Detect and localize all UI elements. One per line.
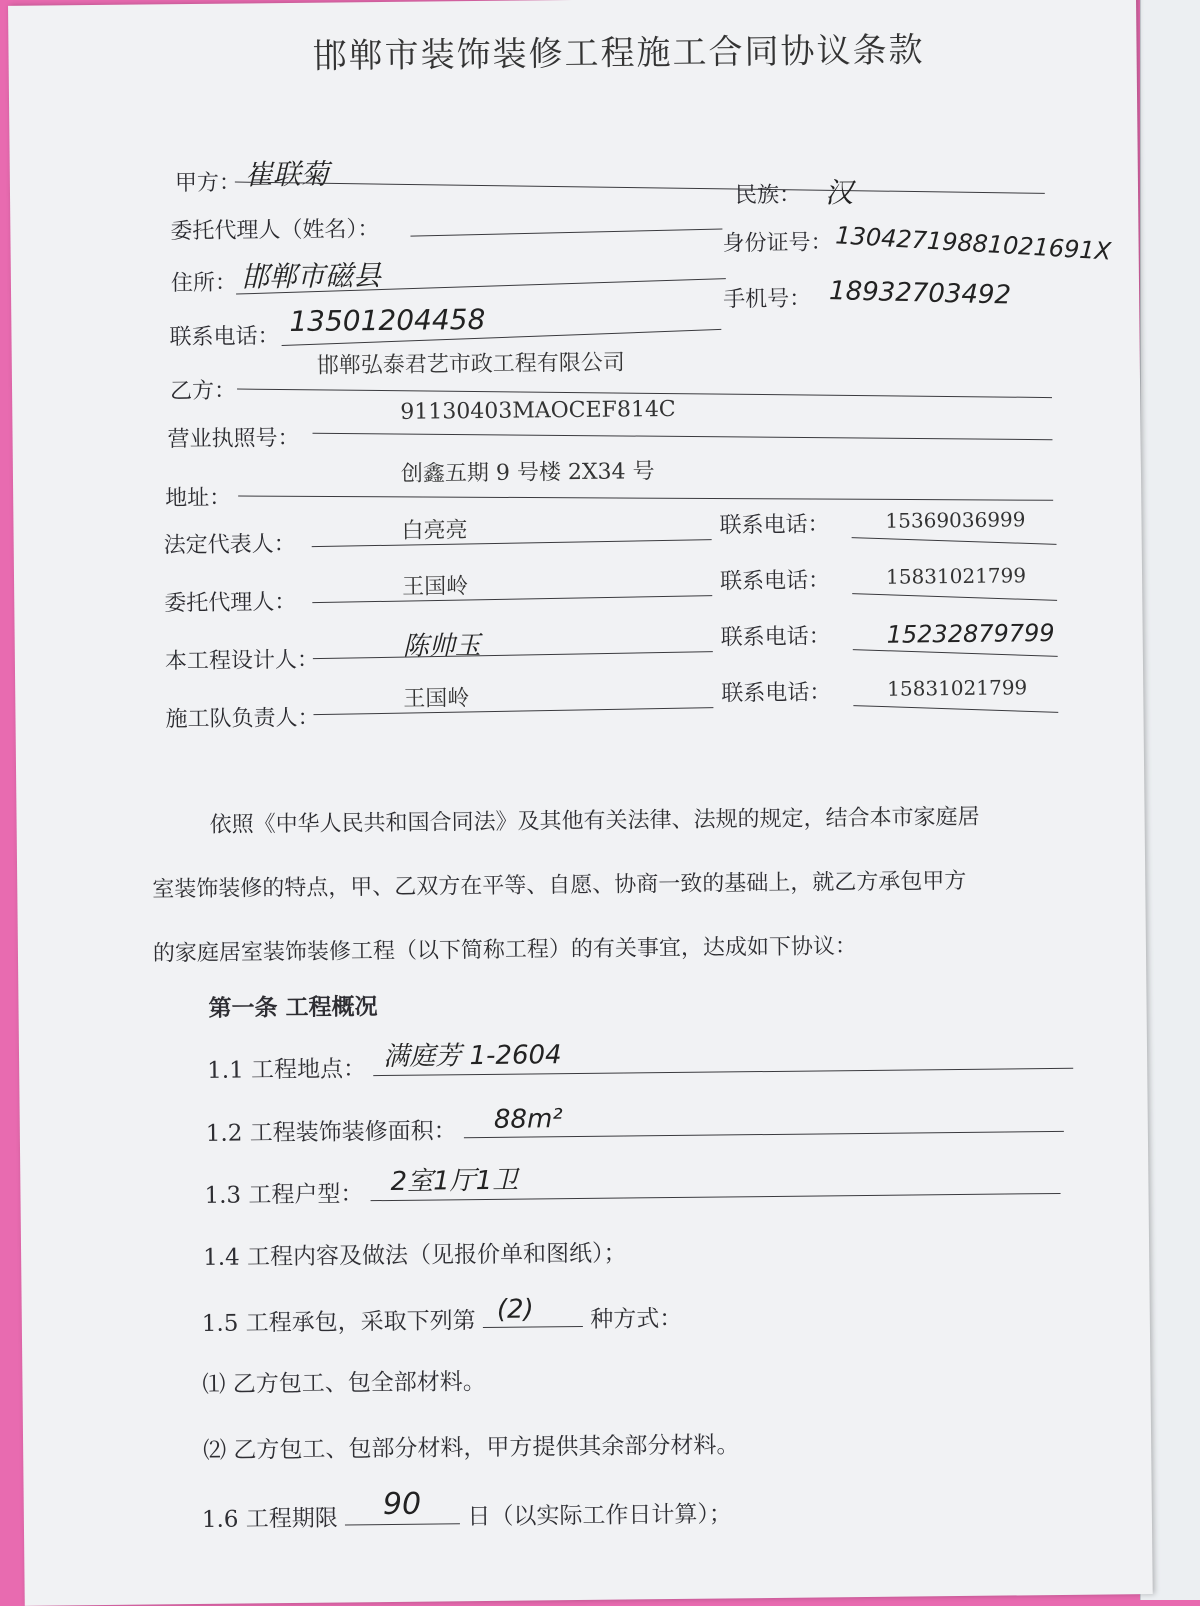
agent-label: 委托代理人（姓名）： (170, 217, 380, 245)
contact-phone: 15232879799 (886, 618, 1055, 649)
party-b-label: 乙方： (169, 378, 237, 405)
party-a-label: 甲方： (174, 170, 242, 197)
layout-value: 2室1厅1卫 (390, 1165, 519, 1197)
mode-field (483, 1294, 583, 1328)
period-field (345, 1486, 460, 1525)
contract-page (8, 0, 1153, 1606)
mobile-number: 18932703492 (828, 276, 1012, 311)
period-value: 90 (382, 1486, 422, 1523)
party-b-name: 邯郸弘泰君艺市政工程有限公司 (316, 350, 625, 379)
intro-paragraph (151, 785, 1083, 987)
mode-suffix: 种方式： (590, 1305, 683, 1333)
party-b-row (12, 344, 1140, 405)
contact-row (14, 562, 1142, 617)
phone-a-number: 13501204458 (289, 302, 486, 338)
layout-label: 1.3 工程户型： (204, 1181, 364, 1209)
layout-field (370, 1165, 1060, 1201)
ethnicity-value: 汉 (824, 176, 854, 210)
contact-phone: 15831021799 (887, 675, 1028, 701)
contact-row (13, 506, 1141, 558)
contact-role: 本工程设计人： (164, 647, 320, 675)
article1-heading: 第一条 工程概况 (208, 993, 378, 1022)
contact-row (15, 618, 1143, 675)
id-number: 13042719881021691X (834, 221, 1112, 266)
intro-line-3: 的家庭居室装饰装修工程（以下简称工程）的有关事宜，达成如下协议： (152, 934, 858, 967)
mode-prefix: 1.5 工程承包，采取下列第 (201, 1308, 476, 1337)
intro-line-2: 室装饰装修的特点，甲、乙双方在平等、自愿、协商一致的基础上，就乙方承包甲方 (152, 868, 967, 903)
contact-row (15, 674, 1143, 733)
area-label: 1.2 工程装饰装修面积： (205, 1118, 457, 1147)
period-suffix: 日（以实际工作日计算）； (467, 1501, 733, 1531)
contact-phone: 15831021799 (885, 563, 1027, 589)
location-label: 1.1 工程地点： (207, 1056, 367, 1084)
area-field (464, 1103, 1064, 1138)
contact-phone-label: 联系电话： (719, 512, 830, 539)
contact-role: 法定代表人： (163, 531, 296, 559)
item-1-1 (207, 1040, 1074, 1085)
contact-name: 王国岭 (402, 574, 469, 600)
contact-name: 白亮亮 (401, 518, 468, 544)
license-row (12, 396, 1140, 454)
contact-role: 施工队负责人： (165, 705, 320, 733)
contact-phone-label: 联系电话： (721, 680, 832, 707)
phone-a-label: 联系电话： (169, 324, 280, 351)
address-b-value: 创鑫五期 9 号楼 2X34 号 (400, 459, 655, 487)
contact-name: 王国岭 (403, 686, 470, 712)
contact-phone-label: 联系电话： (719, 568, 831, 595)
item-1-3 (204, 1165, 1061, 1210)
address-b-row (13, 459, 1141, 511)
item-1-6 (201, 1486, 733, 1534)
license-number: 91130403MAOCEF814C (400, 396, 676, 425)
contact-phone: 15369036999 (885, 507, 1026, 533)
period-prefix: 1.6 工程期限 (201, 1505, 338, 1533)
location-field (373, 1040, 1073, 1076)
contact-name: 陈帅玉 (402, 630, 481, 662)
contact-phone-label: 联系电话： (720, 624, 831, 651)
mobile-label: 手机号： (723, 286, 812, 313)
option-2: ⑵ 乙方包工、包部分材料，甲方提供其余部分材料。 (203, 1432, 740, 1464)
item-1-5 (201, 1294, 683, 1338)
area-value: 88m² (493, 1104, 563, 1135)
contact-role: 委托代理人： (164, 589, 297, 617)
ethnicity-label: 民族： (734, 182, 802, 209)
party-a-name: 崔联菊 (244, 157, 329, 192)
mode-value: (2) (496, 1294, 534, 1325)
item-1-2 (206, 1103, 1065, 1148)
address-b-label: 地址： (165, 485, 232, 512)
address-a-label: 住所： (170, 270, 238, 297)
license-label: 营业执照号： (167, 425, 300, 453)
intro-line-1: 依照《中华人民共和国合同法》及其他有关法律、法规的规定，结合本市家庭居 (209, 804, 980, 838)
item-1-4: 1.4 工程内容及做法（见报价单和图纸）； (203, 1240, 627, 1271)
option-1: ⑴ 乙方包工、包全部材料。 (202, 1368, 486, 1398)
address-a-value: 邯郸市磁县 (240, 259, 382, 294)
id-label: 身份证号： (722, 230, 833, 257)
document-title: 邯郸市装饰装修工程施工合同协议条款 (312, 30, 925, 77)
location-value: 满庭芳 1-2604 (383, 1040, 562, 1073)
